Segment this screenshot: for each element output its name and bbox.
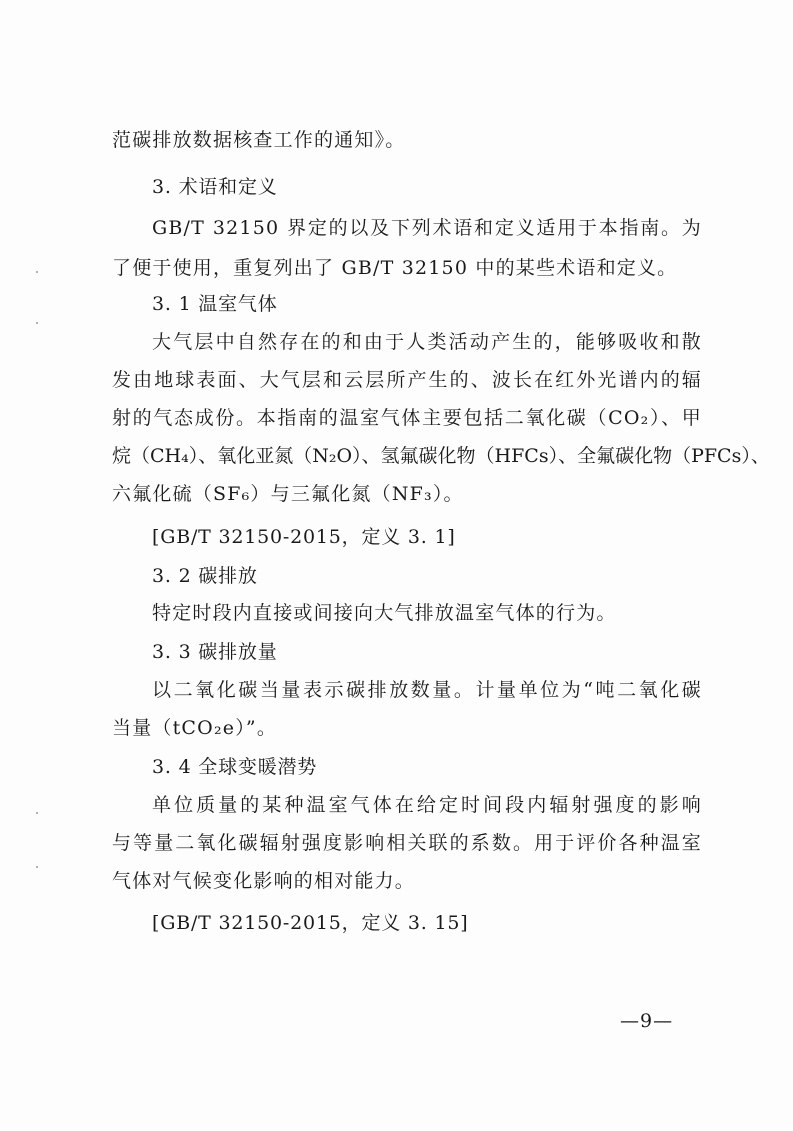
paragraph-terms-line-2: 了便于使用，重复列出了 GB/T 32150 中的某些术语和定义。: [112, 257, 678, 279]
heading-carbon-emission: 3. 2 碳排放: [152, 565, 258, 587]
reference-3-15: [GB/T 32150-2015，定义 3. 15]: [152, 912, 469, 934]
heading-greenhouse-gas: 3. 1 温室气体: [152, 293, 278, 315]
heading-gwp: 3. 4 全球变暖潜势: [152, 756, 318, 778]
paragraph-gwp-line-1: 单位质量的某种温室气体在给定时间段内辐射强度的影响: [152, 794, 702, 816]
heading-emission-amount: 3. 3 碳排放量: [152, 641, 278, 663]
scan-mark: [36, 271, 38, 273]
paragraph-ghg-line-1: 大气层中自然存在的和由于人类活动产生的，能够吸收和散: [152, 331, 702, 353]
text-line-continuation: 范碳排放数据核查工作的通知》。: [112, 129, 406, 151]
paragraph-emission-amount-line-2: 当量（tCO₂e）”。: [112, 717, 278, 739]
scan-mark: [36, 322, 38, 324]
paragraph-emission-amount-line-1: 以二氧化碳当量表示碳排放数量。计量单位为“吨二氧化碳: [152, 679, 702, 701]
reference-3-1: [GB/T 32150-2015，定义 3. 1]: [152, 526, 456, 548]
paragraph-ghg-line-3: 射的气态成份。本指南的温室气体主要包括二氧化碳（CO₂）、甲: [112, 407, 702, 429]
paragraph-ghg-line-5: 六氟化硫（SF₆）与三氟化氮（NF₃）。: [112, 483, 464, 505]
scan-mark: [36, 812, 38, 814]
page-number: —9—: [620, 1010, 674, 1032]
paragraph-ghg-line-2: 发由地球表面、大气层和云层所产生的、波长在红外光谱内的辐: [112, 369, 702, 391]
scan-mark: [36, 866, 38, 868]
paragraph-carbon-emission: 特定时段内直接或间接向大气排放温室气体的行为。: [152, 602, 617, 624]
paragraph-ghg-line-4: 烷（CH₄）、氧化亚氮（N₂O）、氢氟碳化物（HFCs）、全氟碳化物（PFCs）、: [112, 445, 770, 467]
paragraph-gwp-line-2: 与等量二氧化碳辐射强度影响相关联的系数。用于评价各种温室: [112, 832, 702, 854]
section-heading-terms: 3. 术语和定义: [152, 176, 278, 198]
paragraph-terms-line-1: GB/T 32150 界定的以及下列术语和定义适用于本指南。为: [152, 217, 702, 239]
paragraph-gwp-line-3: 气体对气候变化影响的相对能力。: [112, 870, 416, 892]
